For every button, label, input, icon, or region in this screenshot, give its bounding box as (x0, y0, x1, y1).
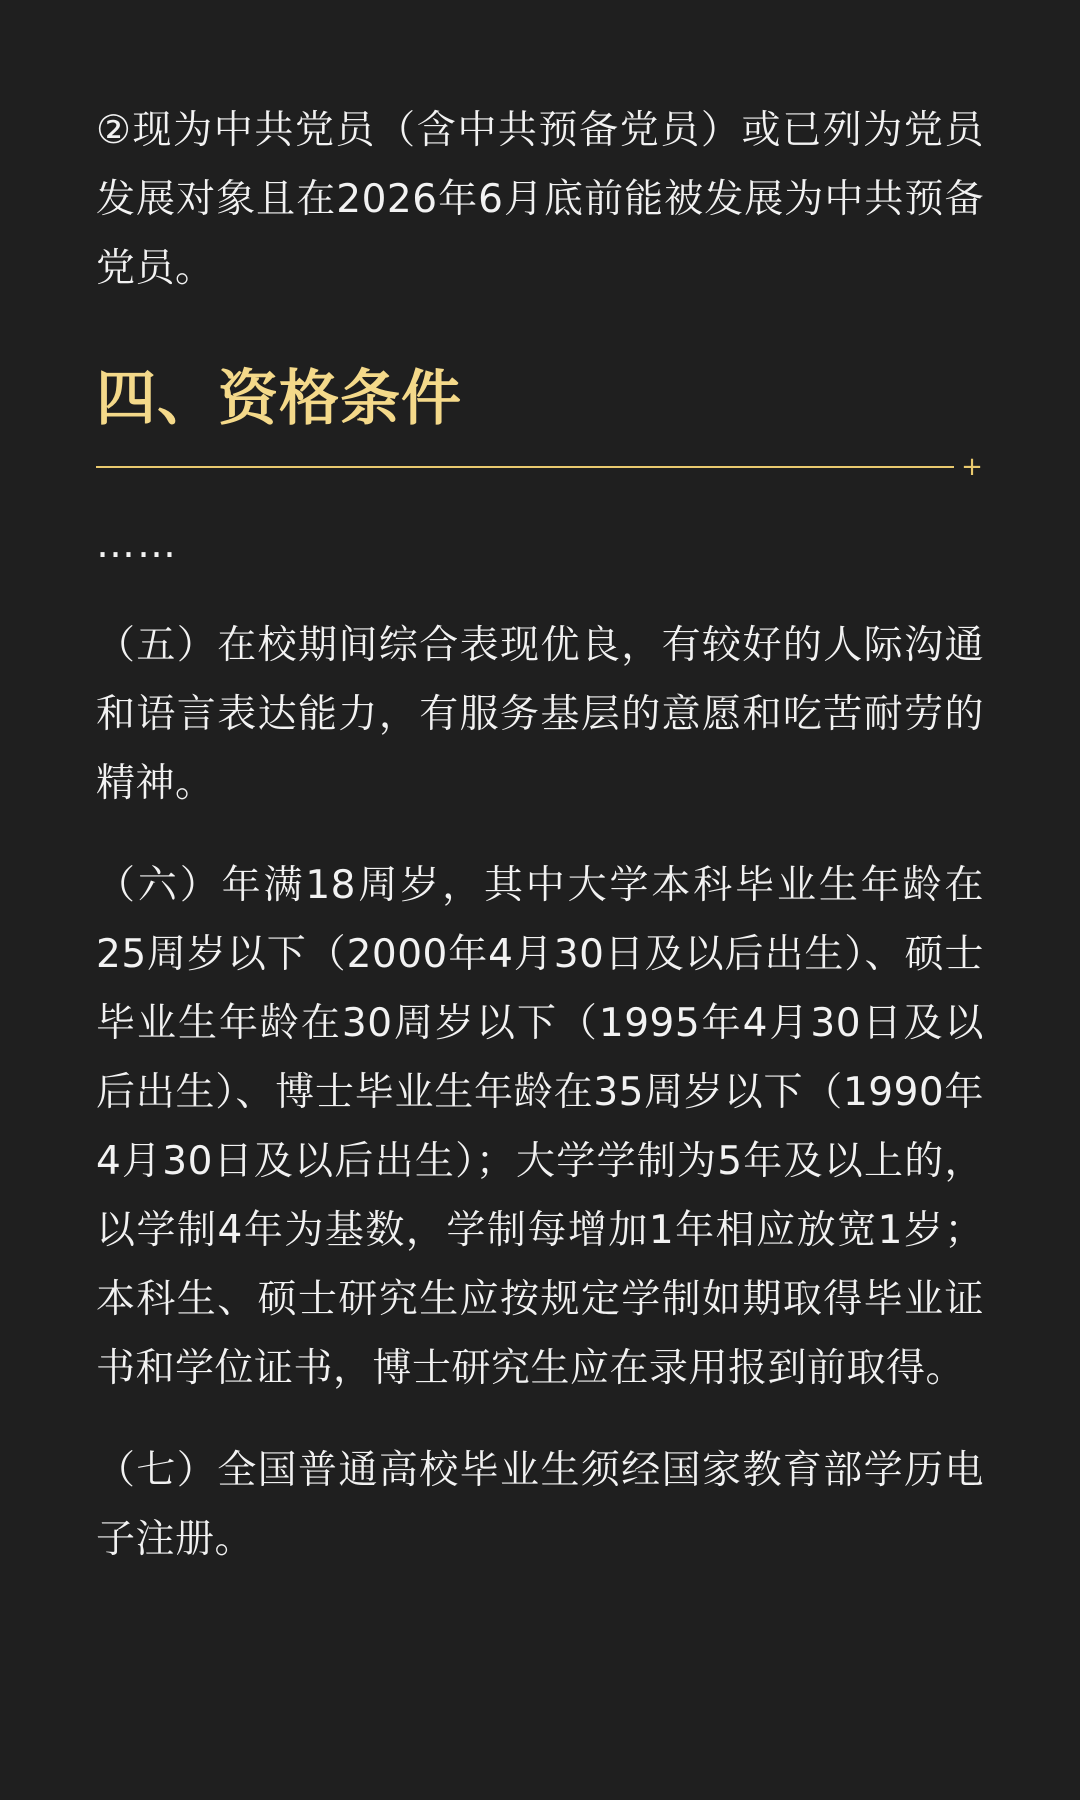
intro-paragraph: ②现为中共党员（含中共预备党员）或已列为党员发展对象且在2026年6月底前能被发展为中共预备党员。 (96, 108, 984, 291)
document-page (96, 96, 984, 1574)
condition-paragraph-6: （六）年满18周岁，其中大学本科毕业生年龄在25周岁以下（2000年4月30日及以后出生）、硕士毕业生年龄在30周岁以下（1995年4月30日及以后出生）、博士毕业生年龄在35周岁以下（1990年4月30日及以后出生）；大学学制为5年及以上的，以学制4年为基数，学制每增加1年相应放宽1岁；本科生、硕士研究生应按规定学制如期取得毕业证书和学位证书，博士研究生应在录用报到前取得。 (96, 863, 984, 1391)
section-divider (96, 452, 984, 482)
section-title: 四、资格条件 (96, 364, 462, 434)
divider-line (96, 466, 954, 468)
conditions-list (96, 611, 984, 1574)
section-header (96, 361, 984, 482)
condition-paragraph-7: （七）全国普通高校毕业生须经国家教育部学历电子注册。 (96, 1448, 984, 1562)
ellipsis: …… (96, 522, 178, 567)
condition-paragraph-5: （五）在校期间综合表现优良，有较好的人际沟通和语言表达能力，有服务基层的意愿和吃苦耐劳的精神。 (96, 623, 984, 806)
plus-icon: + (961, 452, 983, 482)
